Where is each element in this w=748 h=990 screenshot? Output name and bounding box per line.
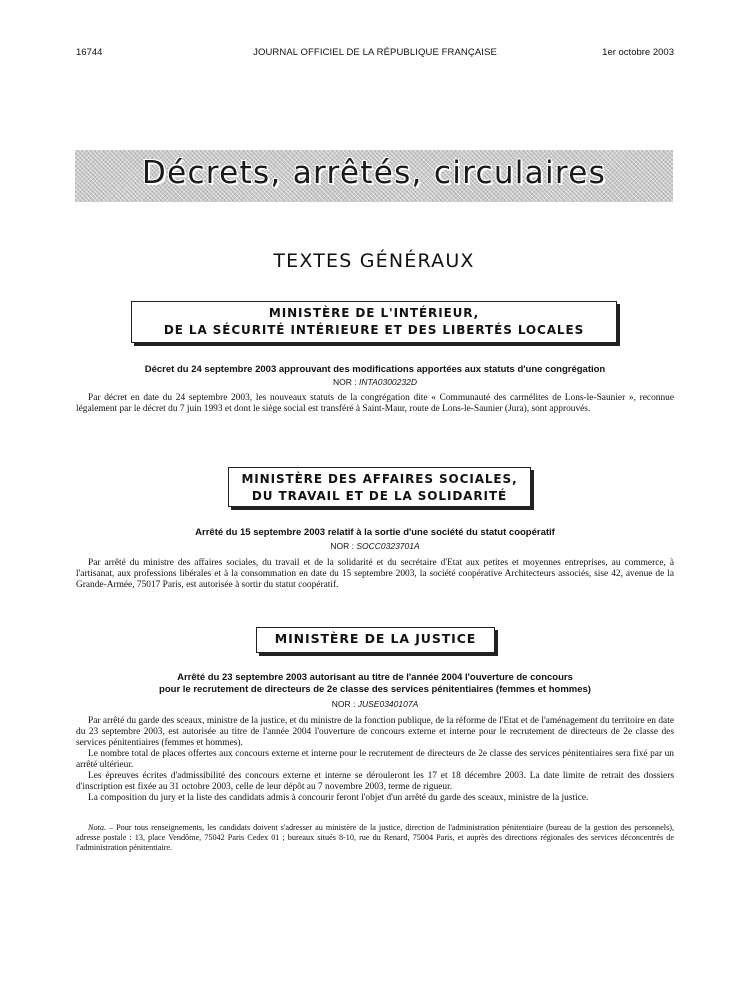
note-label: Nota. (88, 823, 106, 832)
ministry-name-line: MINISTÈRE DES AFFAIRES SOCIALES, (241, 472, 518, 486)
act-title-line: Arrêté du 15 septembre 2003 relatif à la sortie d'une société du statut coopératif (195, 527, 555, 538)
paragraph: Par décret en date du 24 septembre 2003, les nouveaux statuts de la congrégation dite « Communauté des carmélites de Lons-le-Saunier », reconnue légalement par le décret du 7 juin 1993 et dont le siège social est transféré à Saint-Maur, route de Lons-le-Saunier (Jura), sont approuvés. (76, 393, 674, 414)
nor-code: JUSE0340107A (357, 699, 419, 709)
ministry-name-line: MINISTÈRE DE L'INTÉRIEUR, (268, 306, 480, 320)
paragraph: Le nombre total de places offertes aux concours externe et interne pour le recrutement de directeurs de 2e classe des services pénitentiaires sera fixé par un arrêté ultérieur. (76, 749, 674, 770)
act-title-line: Décret du 24 septembre 2003 approuvant des modifications apportées aux statuts d'une congrégation (144, 364, 606, 375)
banner-title: Décrets, arrêtés, circulaires (141, 155, 607, 191)
ministry-justice-box (256, 627, 495, 653)
journal-title: JOURNAL OFFICIEL DE LA RÉPUBLIQUE FRANÇAISE (253, 47, 497, 58)
act-body (76, 716, 674, 804)
ministry-name-line: MINISTÈRE DE LA JUSTICE (274, 631, 477, 646)
nor-reference (76, 541, 674, 551)
running-header (76, 47, 674, 61)
page-number: 16744 (76, 47, 103, 58)
section-heading: TEXTES GÉNÉRAUX (273, 250, 475, 272)
section-banner (75, 150, 673, 202)
nor-code: SOCC0323701A (356, 541, 420, 551)
paragraph: Par arrêté du ministre des affaires sociales, du travail et de la solidarité et du secrétaire d'Etat aux petites et moyennes entreprises, au commerce, à l'artisanat, aux professions libérales et à la consommation en date du 15 septembre 2003, la société coopérative Architecteurs associés, sise 42, avenue de la Grande-Armée, 75017 Paris, est autorisée à sortir du statut coopératif. (76, 558, 674, 590)
act-body (76, 558, 674, 591)
ministry-name-line: DE LA SÉCURITÉ INTÉRIEURE ET DES LIBERTÉS LOCALES (163, 323, 585, 337)
paragraph: Les épreuves écrites d'admissibilité des concours externe et interne se dérouleront les 17 et 18 décembre 2003. La date limite de retrait des dossiers d'inscription est fixée au 31 octobre 2003, celle de leur dépôt au 7 novembre 2003, terme de rigueur. (76, 771, 674, 792)
nor-code: INTA0300232D (359, 377, 417, 387)
nor-label: NOR : (330, 541, 354, 551)
nor-label: NOR : (331, 699, 356, 709)
ministry-social-affairs-box (228, 467, 531, 507)
order-title (76, 527, 674, 539)
nor-label: NOR : (333, 377, 357, 387)
act-note (76, 823, 674, 853)
note-text: – Pour tous renseignements, les candidats doivent s'adresser au ministère de la justice, direction de l'administration pénitentiaire (bureau de la gestion des personnels), adresse postale : 13, place Vendôme, 75042 Paris Cedex 01 ; bureaux situés 8-10, rue du Renard, 75004 Paris, et auprès des directions régionales des services déconcentrés de l'administration pénitentiaire. (76, 823, 675, 852)
ministry-interior-box (131, 301, 617, 343)
order-title (76, 672, 674, 695)
paragraph: La composition du jury et la liste des candidats admis à concourir feront l'objet d'un arrêté du garde des sceaux, ministre de la justice. (88, 793, 589, 803)
act-title-line: Arrêté du 23 septembre 2003 autorisant au titre de l'année 2004 l'ouverture de concours (177, 672, 573, 683)
ministry-name-line: DU TRAVAIL ET DE LA SOLIDARITÉ (251, 489, 508, 503)
act-title-line: pour le recrutement de directeurs de 2e classe des services pénitentiaires (femmes et hommes) (159, 683, 591, 695)
nor-reference (76, 377, 674, 387)
decree-title (76, 364, 674, 376)
nor-reference (76, 699, 674, 709)
paragraph: Par arrêté du garde des sceaux, ministre de la justice, et du ministre de la fonction publique, de la réforme de l'Etat et de l'aménagement du territoire en date du 23 septembre 2003, est autorisée au titre de l'année 2004 l'ouverture de concours externe et interne pour le recrutement de directeurs de 2e classe des services pénitentiaires (femmes et hommes). (76, 716, 674, 748)
issue-date: 1er octobre 2003 (602, 47, 674, 58)
act-body (76, 393, 674, 415)
